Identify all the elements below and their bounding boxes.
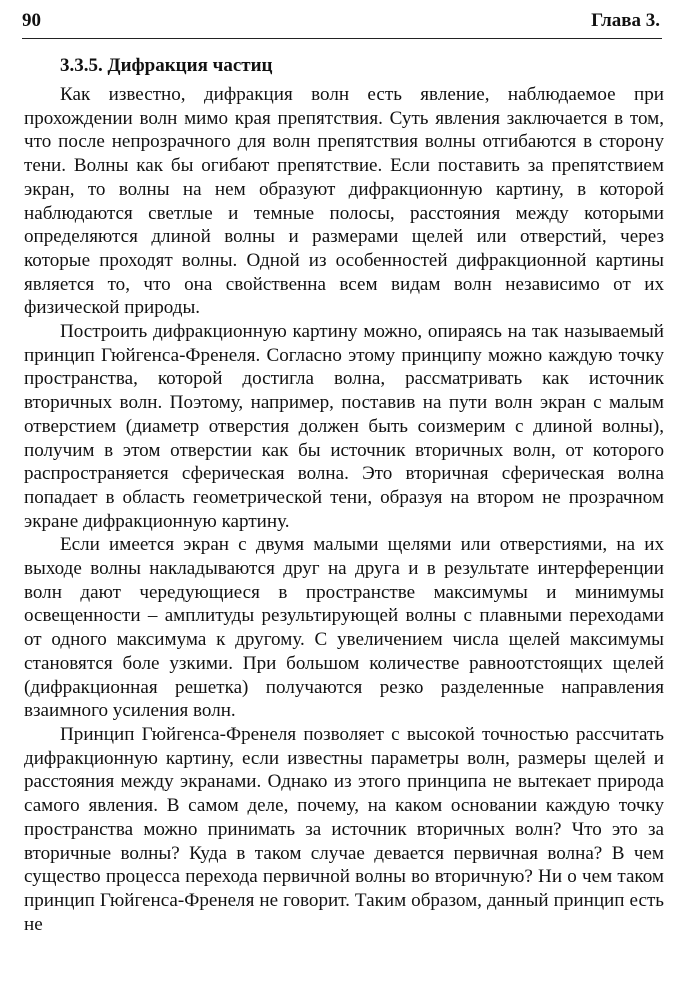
paragraph: Принцип Гюйгенса-Френеля позволяет с высокой точностью рассчитать дифракционную картину, если известны параметры волн, размеры щелей и расстояния между экранами. Однако из этого принципа не вытекает природа самого явления. В самом деле, почему, на каком основании каждую точку пространства можно принимать за источник вторичных волн? Что это за вторичные волны? Куда в таком случае девается первичная волна? В чем существо процесса перехода первичной волны во вторичную? Ни о чем таком принцип Гюйгенса-Френеля не говорит. Таким образом, данный принцип есть не [24,723,664,935]
body-text [24,83,664,936]
chapter-label: Глава 3. [591,10,660,31]
section-title: 3.3.5. Дифракция частиц [60,55,273,76]
running-header [22,8,662,39]
paragraph: Как известно, дифракция волн есть явление, наблюдаемое при прохождении волн мимо края препятствия. Суть явления заключается в том, что после непрозрачного для волн препятствия волны отгибаются в сторону тени. Волны как бы огибают препятствие. Если поставить за препятствием экран, то волны на нем образуют дифракционную картину, в которой наблюдаются светлые и темные полосы, расстояния между которыми определяются длиной волны и размерами щелей или отверстий, через которые проходят волны. Одной из особенностей дифракционной картины является то, что она свойственна всем видам волн независимо от их физической природы. [24,84,664,319]
paragraph: Если имеется экран с двумя малыми щелями или отверстиями, на их выходе волны накладываются друг на друга и в результате интерференции волн дают чередующиеся в пространстве максимумы и минимумы освещенности – амплитуды результирующей волны с плавными переходами от одного максимума к другому. С увеличением числа щелей максимумы становятся боле узкими. При большом количестве равноотстоящих щелей (дифракционная решетка) получаются резко разделенные направления взаимного усиления волн. [24,534,664,722]
paragraph: Построить дифракционную картину можно, опираясь на так называемый принцип Гюйгенса-Френеля. Согласно этому принципу можно каждую точку пространства, которой достигла волна, рассматривать как источник вторичных волн. Поэтому, например, поставив на пути волн экран с малым отверстием (диаметр отверстия должен быть соизмерим с длиной волны), получим в этом отверстии как бы источник вторичных волн, от которого распространяется сферическая волна. Это вторичная сферическая волна попадает в область геометрической тени, образуя на втором не прозрачном экране дифракционную картину. [24,321,664,532]
page-number: 90 [22,10,41,31]
